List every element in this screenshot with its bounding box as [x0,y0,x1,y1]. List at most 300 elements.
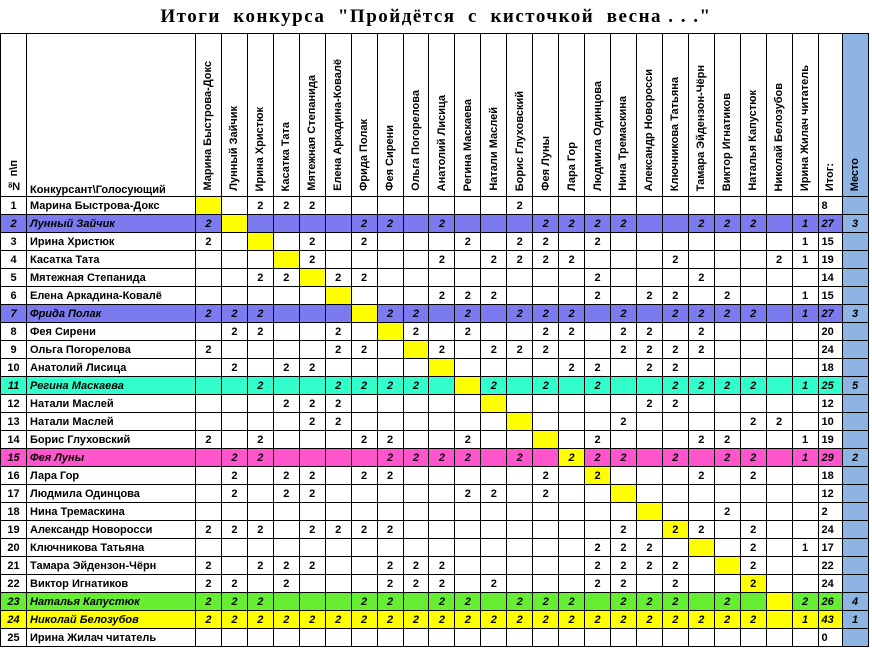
vote-cell [221,251,247,269]
vote-cell: 2 [740,413,766,431]
vote-cell [196,251,222,269]
vote-cell [740,323,766,341]
vote-cell [481,413,507,431]
vote-cell [481,521,507,539]
vote-cell: 2 [740,449,766,467]
vote-cell [740,593,766,611]
vote-cell [351,539,377,557]
table-row [1,557,869,575]
row-number: 9 [1,341,27,359]
vote-cell: 2 [533,341,559,359]
place-cell: 5 [842,377,868,395]
vote-cell: 2 [714,287,740,305]
vote-cell: 2 [351,341,377,359]
vote-cell: 2 [196,611,222,629]
total-cell: 0 [818,629,842,647]
vote-cell [403,467,429,485]
place-cell [842,341,868,359]
vote-cell: 2 [299,395,325,413]
vote-cell: 2 [611,521,637,539]
vote-cell [688,593,714,611]
vote-cell: 2 [247,593,273,611]
vote-cell: 2 [636,323,662,341]
vote-cell [662,323,688,341]
vote-cell: 2 [455,305,481,323]
vote-cell [766,341,792,359]
vote-cell: 2 [403,323,429,341]
total-cell: 12 [818,395,842,413]
vote-cell [507,323,533,341]
vote-cell [740,269,766,287]
total-cell: 25 [818,377,842,395]
vote-cell [714,323,740,341]
vote-cell [740,251,766,269]
vote-cell [221,233,247,251]
vote-cell [792,521,818,539]
vote-cell [455,629,481,647]
vote-cell [377,341,403,359]
vote-cell: 2 [585,233,611,251]
vote-cell [221,197,247,215]
vote-cell [611,287,637,305]
vote-cell [740,233,766,251]
vote-cell: 2 [688,611,714,629]
vote-cell: 2 [740,575,766,593]
vote-cell: 2 [714,305,740,323]
vote-cell [507,575,533,593]
vote-cell [299,341,325,359]
vote-cell: 2 [403,611,429,629]
column-header-voter: Ирина Жилач читатель [792,34,818,197]
vote-cell: 2 [273,467,299,485]
vote-cell: 2 [273,485,299,503]
contestant-name: Борис Глуховский [27,431,196,449]
vote-cell: 2 [403,305,429,323]
vote-cell [247,539,273,557]
contestant-name: Наталья Капустюк [27,593,196,611]
vote-cell [221,431,247,449]
vote-cell: 2 [325,341,351,359]
vote-cell [714,467,740,485]
vote-cell [792,413,818,431]
vote-cell [247,359,273,377]
vote-cell [714,557,740,575]
vote-cell [792,485,818,503]
vote-cell: 2 [351,467,377,485]
vote-cell [377,323,403,341]
vote-cell [766,323,792,341]
vote-cell: 2 [585,467,611,485]
vote-cell: 2 [740,305,766,323]
vote-cell: 2 [714,449,740,467]
vote-cell [636,215,662,233]
place-cell [842,359,868,377]
vote-cell [221,269,247,287]
vote-cell [481,359,507,377]
total-cell: 2 [818,503,842,521]
vote-cell [662,503,688,521]
vote-cell: 2 [533,485,559,503]
vote-cell: 2 [377,431,403,449]
vote-cell [507,377,533,395]
vote-cell: 2 [299,611,325,629]
vote-cell: 2 [611,611,637,629]
table-row [1,521,869,539]
table-row [1,629,869,647]
vote-cell [766,449,792,467]
vote-cell [403,521,429,539]
vote-cell: 2 [196,305,222,323]
vote-cell [766,431,792,449]
row-number: 6 [1,287,27,305]
place-cell [842,323,868,341]
vote-cell: 2 [662,287,688,305]
vote-cell [507,539,533,557]
total-cell: 12 [818,485,842,503]
vote-cell: 2 [714,503,740,521]
vote-cell [273,377,299,395]
vote-cell: 2 [585,377,611,395]
vote-cell: 2 [196,521,222,539]
contestant-name: Касатка Тата [27,251,196,269]
table-row [1,377,869,395]
vote-cell [611,431,637,449]
vote-cell [585,395,611,413]
vote-cell [559,557,585,575]
vote-cell [377,413,403,431]
vote-cell [299,215,325,233]
vote-cell [662,413,688,431]
vote-cell [766,575,792,593]
vote-cell [662,431,688,449]
vote-cell [585,521,611,539]
contestant-name: Ольга Погорелова [27,341,196,359]
vote-cell: 2 [377,215,403,233]
vote-cell [662,233,688,251]
vote-cell: 2 [740,377,766,395]
vote-cell [714,539,740,557]
vote-cell [325,359,351,377]
table-row [1,197,869,215]
vote-cell: 2 [196,593,222,611]
column-header-voter: Нина Тремаскина [611,34,637,197]
vote-cell: 2 [688,269,714,287]
contestant-name: Ирина Христюк [27,233,196,251]
vote-cell: 2 [533,467,559,485]
row-number: 17 [1,485,27,503]
table-row [1,287,869,305]
vote-cell [299,539,325,557]
vote-cell: 2 [688,341,714,359]
contestant-name: Фея Сирени [27,323,196,341]
vote-cell [325,287,351,305]
vote-cell [273,215,299,233]
vote-cell [481,305,507,323]
total-cell: 17 [818,539,842,557]
row-number: 1 [1,197,27,215]
row-number: 21 [1,557,27,575]
vote-cell: 2 [688,323,714,341]
row-number: 4 [1,251,27,269]
vote-cell: 2 [766,251,792,269]
vote-cell: 2 [325,377,351,395]
place-cell [842,575,868,593]
vote-cell [792,575,818,593]
vote-cell: 2 [221,593,247,611]
vote-cell: 2 [325,269,351,287]
vote-cell: 2 [533,233,559,251]
vote-cell: 2 [351,215,377,233]
vote-cell: 2 [247,377,273,395]
vote-cell [714,359,740,377]
vote-cell [714,251,740,269]
vote-cell: 2 [714,215,740,233]
vote-cell: 2 [533,593,559,611]
vote-cell: 2 [429,557,455,575]
vote-cell [481,557,507,575]
vote-cell [740,359,766,377]
vote-cell [740,431,766,449]
vote-cell: 2 [299,485,325,503]
vote-cell [766,377,792,395]
column-header-voter: Мятежная Степанида [299,34,325,197]
vote-cell [766,539,792,557]
vote-cell: 1 [792,611,818,629]
vote-cell: 2 [662,251,688,269]
column-header-voter: Фея Сирени [377,34,403,197]
table-row [1,485,869,503]
vote-cell: 2 [325,395,351,413]
table-row [1,395,869,413]
vote-cell: 2 [740,215,766,233]
vote-cell [221,287,247,305]
vote-cell [559,269,585,287]
total-cell: 20 [818,323,842,341]
vote-cell [792,629,818,647]
vote-cell [221,539,247,557]
vote-cell [455,251,481,269]
vote-cell [533,449,559,467]
vote-cell [247,575,273,593]
vote-cell: 2 [247,197,273,215]
vote-cell: 2 [481,611,507,629]
vote-cell [559,197,585,215]
vote-cell [429,629,455,647]
vote-cell [533,359,559,377]
vote-cell [559,503,585,521]
vote-cell [351,323,377,341]
vote-cell: 2 [662,449,688,467]
vote-cell: 2 [196,233,222,251]
row-number: 3 [1,233,27,251]
table-row [1,305,869,323]
total-cell: 22 [818,557,842,575]
vote-cell [247,485,273,503]
vote-cell: 2 [585,557,611,575]
column-header-total: Итог: [818,34,842,197]
vote-cell: 2 [662,395,688,413]
vote-cell [325,431,351,449]
place-cell [842,629,868,647]
vote-cell: 2 [247,521,273,539]
vote-cell: 2 [247,305,273,323]
contestant-name: Тамара Эйдензон-Чёрн [27,557,196,575]
vote-cell [481,593,507,611]
vote-cell: 2 [636,611,662,629]
vote-cell [507,557,533,575]
vote-cell [611,233,637,251]
row-number: 20 [1,539,27,557]
vote-cell [481,431,507,449]
vote-cell [273,251,299,269]
vote-cell [351,197,377,215]
results-sheet [0,33,869,647]
column-header-voter: Фрида Полак [351,34,377,197]
vote-cell [507,431,533,449]
vote-cell: 2 [559,449,585,467]
column-header-voter: Александр Новоросси [636,34,662,197]
vote-cell: 2 [688,305,714,323]
vote-cell [507,395,533,413]
vote-cell: 2 [611,539,637,557]
vote-cell: 2 [455,287,481,305]
vote-cell [403,395,429,413]
vote-cell [507,215,533,233]
vote-cell: 2 [611,449,637,467]
vote-cell: 2 [688,521,714,539]
vote-cell [585,251,611,269]
vote-cell [636,467,662,485]
vote-cell: 2 [662,305,688,323]
vote-cell: 2 [455,611,481,629]
vote-cell: 2 [299,521,325,539]
vote-cell: 2 [429,575,455,593]
vote-cell [196,503,222,521]
vote-cell: 2 [662,341,688,359]
vote-cell [507,485,533,503]
place-cell: 4 [842,593,868,611]
vote-cell [351,449,377,467]
vote-cell: 2 [533,323,559,341]
column-header-voter: Тамара Эйдензон-Чёрн [688,34,714,197]
vote-cell: 2 [403,557,429,575]
vote-cell [559,521,585,539]
vote-cell [299,287,325,305]
vote-cell: 2 [455,449,481,467]
vote-cell [403,593,429,611]
column-header-voter: Николай Белозубов [766,34,792,197]
vote-cell: 2 [662,557,688,575]
vote-cell [766,197,792,215]
vote-cell [247,629,273,647]
vote-cell: 2 [247,449,273,467]
column-header-voter: Наталья Капустюк [740,34,766,197]
vote-cell: 2 [507,233,533,251]
vote-cell [403,485,429,503]
vote-cell [533,395,559,413]
vote-cell [325,215,351,233]
vote-cell [533,521,559,539]
total-cell: 27 [818,215,842,233]
contestant-name: Натали Маслей [27,413,196,431]
vote-cell: 2 [403,449,429,467]
vote-cell [792,359,818,377]
vote-cell [636,377,662,395]
total-cell: 19 [818,431,842,449]
row-number: 2 [1,215,27,233]
vote-cell [351,557,377,575]
place-cell [842,503,868,521]
vote-cell: 2 [559,251,585,269]
vote-cell: 2 [585,359,611,377]
vote-cell [325,557,351,575]
vote-cell [325,449,351,467]
vote-cell [507,287,533,305]
vote-cell [688,503,714,521]
vote-cell [351,359,377,377]
vote-cell [455,413,481,431]
vote-cell [325,485,351,503]
place-cell: 3 [842,215,868,233]
row-number: 13 [1,413,27,431]
vote-cell: 2 [533,305,559,323]
vote-cell: 2 [533,215,559,233]
vote-cell: 2 [351,593,377,611]
vote-cell [559,539,585,557]
vote-cell [533,557,559,575]
vote-cell [221,395,247,413]
vote-cell: 2 [585,611,611,629]
vote-cell [455,377,481,395]
vote-cell [740,503,766,521]
column-header-voter: Марина Быстрова-Докс [196,34,222,197]
vote-cell: 2 [636,395,662,413]
vote-cell: 2 [377,305,403,323]
vote-cell [533,539,559,557]
vote-cell: 2 [351,431,377,449]
vote-cell [429,503,455,521]
vote-cell: 2 [636,557,662,575]
vote-cell [611,197,637,215]
vote-cell [688,287,714,305]
vote-cell [507,413,533,431]
vote-cell [688,197,714,215]
vote-cell [351,287,377,305]
vote-cell [662,215,688,233]
vote-cell: 1 [792,251,818,269]
vote-cell [221,629,247,647]
vote-cell: 2 [559,359,585,377]
contestant-name: Лунный Зайчик [27,215,196,233]
contestant-name: Ключникова Татьяна [27,539,196,557]
vote-cell: 2 [273,575,299,593]
total-cell: 15 [818,233,842,251]
place-cell [842,557,868,575]
column-header-voter: Натали Маслей [481,34,507,197]
vote-cell [766,503,792,521]
vote-cell [429,539,455,557]
vote-cell [273,449,299,467]
table-row [1,251,869,269]
vote-cell [611,503,637,521]
vote-cell [688,539,714,557]
row-number: 19 [1,521,27,539]
vote-cell: 2 [714,431,740,449]
vote-cell [403,341,429,359]
vote-cell [196,377,222,395]
results-table [0,33,869,647]
vote-cell: 2 [507,197,533,215]
